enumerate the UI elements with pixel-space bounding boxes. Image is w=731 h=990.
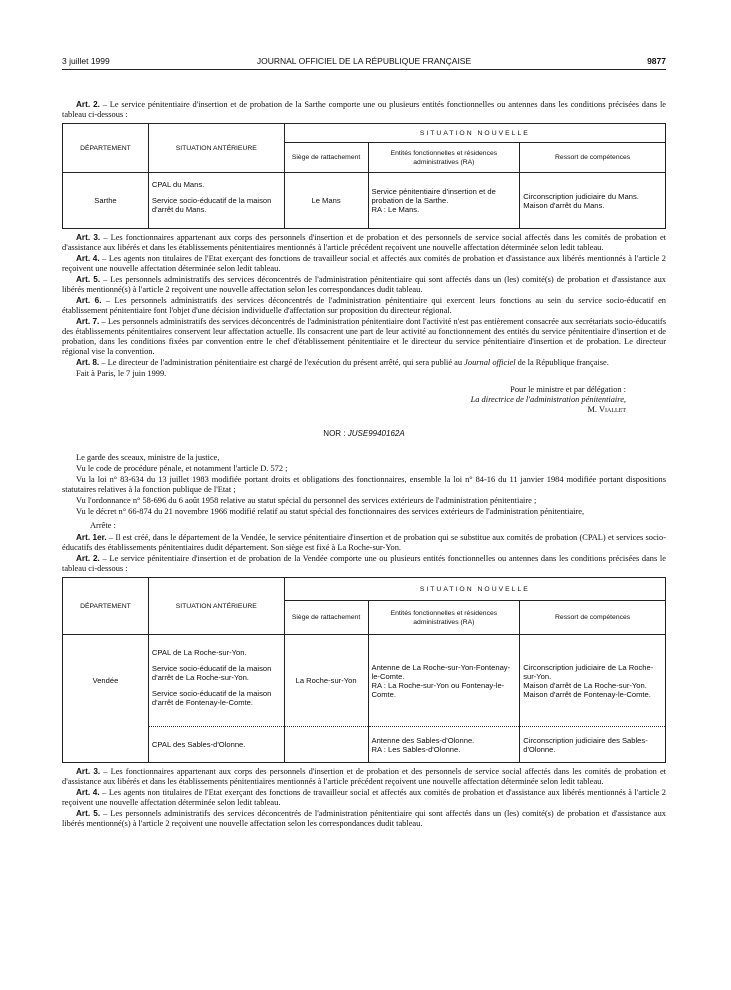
b1-art6: Art. 6. – Les personnels administratifs des services déconcentrés de l'administration pénitentiaire qui exercent leurs fonctions au sein du service socio-éducatif en établissement pénitentiaire font l'objet d'une décision individuelle d'affectation sur proposition du directeur régional. [62,296,666,315]
b2-v4: Vu le décret n° 66-874 du 21 novembre 1966 modifié relatif au statut spécial des fonctionnaires des services extérieurs de l'administration pénitentiaire, [76,507,585,516]
header-page-number: 9877 [647,56,666,66]
document-body [62,100,666,830]
page-header [62,56,666,68]
b2-th-ant: SITUATION ANTÉRIEURE [148,578,284,635]
b2-art1: Art. 1er. – Il est créé, dans le département de la Vendée, le service pénitentiaire d'insertion et de probation qui se substitue aux comités de probation (CPAL) et services socio-éducatifs des établissements pénitentiaires dudit département. Son siège est fixé à La Roche-sur-Yon. [62,533,666,552]
signature-block: Pour le ministre et par délégation : La directrice de l'administration pénitentiaire, M. Viallet [470,385,626,414]
b1-table [62,123,666,229]
b2-th-dept: DÉPARTEMENT [63,578,149,635]
b2-td-ressort: Circonscription judiciaire de La Roche-sur-Yon. Maison d'arrêt de La Roche-sur-Yon. Maison d'arrêt de Fontenay-le-Comte. [520,635,666,727]
b2-td-siege-2 [284,727,368,763]
b2-td-siege: La Roche-sur-Yon [284,635,368,727]
b1-fait: Fait à Paris, le 7 juin 1999. [76,369,167,378]
b1-td-entites: Service pénitentiaire d'insertion et de probation de la Sarthe. RA : Le Mans. [368,173,520,229]
b2-art4: Art. 4. – Les agents non titulaires de l'Etat exerçant des fonctions de travailleur social et affectés aux comités de probation et d'assistance aux libérés mentionnés à l'article 2 reçoivent une nouvelle affectation déterminée selon ledit tableau. [62,788,666,807]
b2-v1: Vu le code de procédure pénale, et notamment l'article D. 572 ; [76,464,288,473]
b2-art3: Art. 3. – Les fonctionnaires appartenant aux corps des personnels d'insertion et de probation et des personnels de service social affectés dans les comités de probation et d'assistance aux libérés et dans les établissements pénitentiaires mentionnés à l'article précédent reçoivent une nouvelle affectation déterminée selon ledit tableau. [62,767,666,786]
b2-th-new: SITUATION NOUVELLE [284,578,665,601]
b2-td-ant-2: CPAL des Sables-d'Olonne. [148,727,284,763]
b2-arrete: Arrête : [90,521,116,530]
b1-td-ant: CPAL du Mans. Service socio-éducatif de la maison d'arrêt du Mans. [148,173,284,229]
b1-art8: Art. 8. – Le directeur de l'administration pénitentiaire est chargé de l'exécution du présent arrêté, qui sera publié au Journal officiel de la République française. [76,358,609,367]
b2-td-entites-2: Antenne des Sables-d'Olonne. RA : Les Sables-d'Olonne. [368,727,520,763]
b1-art3: Art. 3. – Les fonctionnaires appartenant aux corps des personnels d'insertion et de probation et des personnels de service social affectés dans les comités de probation et d'assistance aux libérés et dans les établissements pénitentiaires mentionnés à l'article précédent reçoivent une nouvelle affectation déterminée selon ledit tableau. [62,233,666,252]
header-journal: JOURNAL OFFICIEL DE LA RÉPUBLIQUE FRANÇAISE [256,56,472,66]
b2-table [62,577,666,763]
b2-v0: Le garde des sceaux, ministre de la justice, [76,453,220,462]
b1-td-siege: Le Mans [284,173,368,229]
b1-art7: Art. 7. – Les personnels administratifs des services déconcentrés de l'administration pénitentiaire dont l'activité n'est pas entièrement consacrée aux secrétariats socio-éducatifs des établissements pénitentiaires conservent leur affectation actuelle. Ils consacrent une part de leur activité au fonctionnement des entités du service pénitentiaire d'insertion et de probation, dans les conditions fixées par convention entre le chef d'établissement pénitentiaire et le directeur du service pénitentiaire d'insertion et de probation. Le directeur régional vise la convention. [62,317,666,356]
b1-th-new: SITUATION NOUVELLE [284,124,665,143]
b2-th-siege: Siège de rattachement [284,601,368,635]
b2-v2: Vu la loi n° 83-634 du 13 juillet 1983 modifiée portant droits et obligations des fonctionnaires, ensemble la loi n° 84-16 du 11 janvier 1984 modifiée portant dispositions statutaires relatives à la fonction publique de l'Etat ; [62,475,666,494]
b2-td-dept-2 [63,727,149,763]
b1-th-entites: Entités fonctionnelles et résidences administratives (RA) [368,143,520,173]
b1-art2: Art. 2. – Le service pénitentiaire d'insertion et de probation de la Sarthe comporte une ou plusieurs entités fonctionnelles ou antennes dans les conditions précisées dans le tableau ci-dessous : [62,100,666,119]
nor-reference: NOR : JUSE9940162A [323,429,405,438]
b2-td-ant: CPAL de La Roche-sur-Yon. Service socio-éducatif de la maison d'arrêt de La Roche-sur-Yon. Service socio-éducatif de la maison d'arrêt de Fontenay-le-Comte. [148,635,284,727]
b2-th-ressort: Ressort de compétences [520,601,666,635]
b2-td-ressort-2: Circonscription judiciaire des Sables-d'Olonne. [520,727,666,763]
b2-td-dept: Vendée [63,635,149,727]
b2-td-entites: Antenne de La Roche-sur-Yon-Fontenay-le-Comte. RA : La Roche-sur-Yon ou Fontenay-le-Comte. [368,635,520,727]
header-rule [62,69,666,70]
b1-th-dept: DÉPARTEMENT [63,124,149,173]
b1-th-ant: SITUATION ANTÉRIEURE [148,124,284,173]
b2-art5: Art. 5. – Les personnels administratifs des services déconcentrés de l'administration pénitentiaire qui sont affectés dans un (les) comité(s) de probation et d'assistance aux libérés mentionné(s) à l'article 2 reçoivent une nouvelle affectation selon les correspondances dudit tableau. [62,809,666,828]
b2-v3: Vu l'ordonnance n° 58-696 du 6 août 1958 relative au statut spécial du personnel des services extérieurs de l'administration pénitentiaire ; [76,496,537,505]
b1-th-ressort: Ressort de compétences [520,143,666,173]
b1-td-ressort: Circonscription judiciaire du Mans. Maison d'arrêt du Mans. [520,173,666,229]
b2-th-entites: Entités fonctionnelles et résidences administratives (RA) [368,601,520,635]
b2-art2: Art. 2. – Le service pénitentiaire d'insertion et de probation de la Vendée comporte une ou plusieurs entités fonctionnelles ou antennes dans les conditions précisées dans le tableau ci-dessous : [62,554,666,573]
b1-td-dept: Sarthe [63,173,149,229]
header-date: 3 juillet 1999 [62,56,110,66]
b1-art4: Art. 4. – Les agents non titulaires de l'Etat exerçant des fonctions de travailleur social et affectés aux comités de probation et d'assistance aux libérés mentionnés à l'article 2 reçoivent une nouvelle affectation déterminée selon ledit tableau. [62,254,666,273]
b1-art5: Art. 5. – Les personnels administratifs des services déconcentrés de l'administration pénitentiaire qui sont affectés dans un (les) comité(s) de probation et d'assistance aux libérés mentionné(s) à l'article 2 reçoivent une nouvelle affectation selon les correspondances dudit tableau. [62,275,666,294]
b1-th-siege: Siège de rattachement [284,143,368,173]
